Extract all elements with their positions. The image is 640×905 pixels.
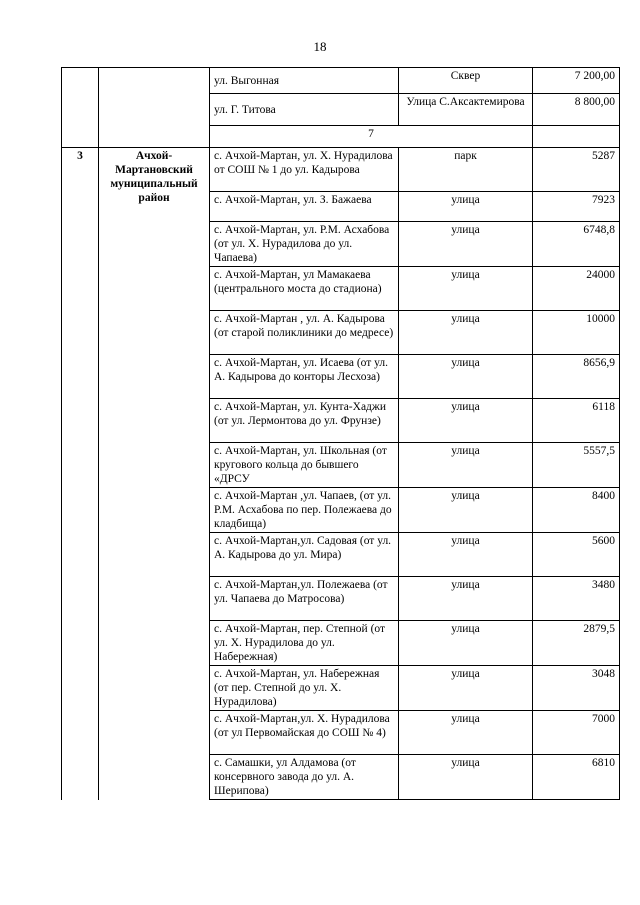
area-cell: 7 200,00 (533, 68, 620, 94)
page-number: 18 (313, 39, 327, 54)
type-cell: улица (399, 755, 533, 800)
type-cell: парк (399, 148, 533, 192)
type-cell: улица (399, 488, 533, 533)
area-cell: 8656,9 (533, 355, 620, 399)
location-cell: с. Ачхой-Мартан,ул. Х. Нурадилова (от ул Первомайская до СОШ № 4) (210, 711, 399, 755)
area-cell: 8 800,00 (533, 94, 620, 126)
registry-table (61, 67, 620, 800)
area-cell: 6118 (533, 399, 620, 443)
location-cell: с. Самашки, ул Алдамова (от консервного завода до ул. А. Шерипова) (210, 755, 399, 800)
type-cell: улица (399, 267, 533, 311)
subtotal-number: 7 (210, 126, 533, 148)
type-cell: улица (399, 621, 533, 666)
area-cell: 7000 (533, 711, 620, 755)
type-cell: Сквер (399, 68, 533, 94)
type-cell: улица (399, 666, 533, 711)
location-cell: с. Ачхой-Мартан ,ул. Чапаев, (от ул. Р.М. Асхабова по пер. Полежаева до кладбища) (210, 488, 399, 533)
area-cell: 3048 (533, 666, 620, 711)
area-cell: 2879,5 (533, 621, 620, 666)
type-cell: улица (399, 311, 533, 355)
area-cell: 7923 (533, 192, 620, 222)
empty-number-cell (62, 68, 99, 148)
area-cell: 8400 (533, 488, 620, 533)
location-cell: ул. Г. Титова (210, 94, 399, 126)
area-cell: 5557,5 (533, 443, 620, 488)
area-cell: 24000 (533, 267, 620, 311)
area-cell: 10000 (533, 311, 620, 355)
location-cell: с. Ачхой-Мартан, ул. Школьная (от кругового кольца до бывшего «ДРСУ (210, 443, 399, 488)
type-cell: улица (399, 577, 533, 621)
type-cell: улица (399, 192, 533, 222)
area-cell: 3480 (533, 577, 620, 621)
location-cell: с. Ачхой-Мартан, ул Мамакаева (центрального моста до стадиона) (210, 267, 399, 311)
location-cell: с. Ачхой-Мартан, ул. Кунта-Хаджи (от ул. Лермонтова до ул. Фрунзе) (210, 399, 399, 443)
empty-area-cell (533, 126, 620, 148)
location-cell: с. Ачхой-Мартан, ул. З. Бажаева (210, 192, 399, 222)
location-cell: с. Ачхой-Мартан,ул. Садовая (от ул. А. Кадырова до ул. Мира) (210, 533, 399, 577)
area-cell: 5600 (533, 533, 620, 577)
table-row (62, 68, 620, 94)
type-cell: улица (399, 399, 533, 443)
area-cell: 6748,8 (533, 222, 620, 267)
area-cell: 5287 (533, 148, 620, 192)
type-cell: улица (399, 443, 533, 488)
type-cell: улица (399, 355, 533, 399)
type-cell: Улица С.Аксактемирова (399, 94, 533, 126)
type-cell: улица (399, 222, 533, 267)
location-cell: с. Ачхой-Мартан , ул. А. Кадырова (от старой поликлиники до медресе) (210, 311, 399, 355)
area-cell: 6810 (533, 755, 620, 800)
location-cell: ул. Выгонная (210, 68, 399, 94)
location-cell: с. Ачхой-Мартан, ул. Р.М. Асхабова (от ул. Х. Нурадилова до ул. Чапаева) (210, 222, 399, 267)
location-cell: с. Ачхой-Мартан,ул. Полежаева (от ул. Чапаева до Матросова) (210, 577, 399, 621)
empty-district-cell (99, 68, 210, 148)
location-cell: с. Ачхой-Мартан, пер. Степной (от ул. Х. Нурадилова до ул. Набережная) (210, 621, 399, 666)
type-cell: улица (399, 711, 533, 755)
location-cell: с. Ачхой-Мартан, ул. Набережная (от пер. Степной до ул. Х. Нурадилова) (210, 666, 399, 711)
location-cell: с. Ачхой-Мартан, ул. Х. Нурадилова от СОШ № 1 до ул. Кадырова (210, 148, 399, 192)
location-cell: с. Ачхой-Мартан, ул. Исаева (от ул. А. Кадырова до конторы Лесхоза) (210, 355, 399, 399)
district-name: Ачхой-Мартановский муниципальный район (99, 148, 210, 800)
district-number: 3 (62, 148, 99, 800)
table-row (62, 148, 620, 192)
type-cell: улица (399, 533, 533, 577)
